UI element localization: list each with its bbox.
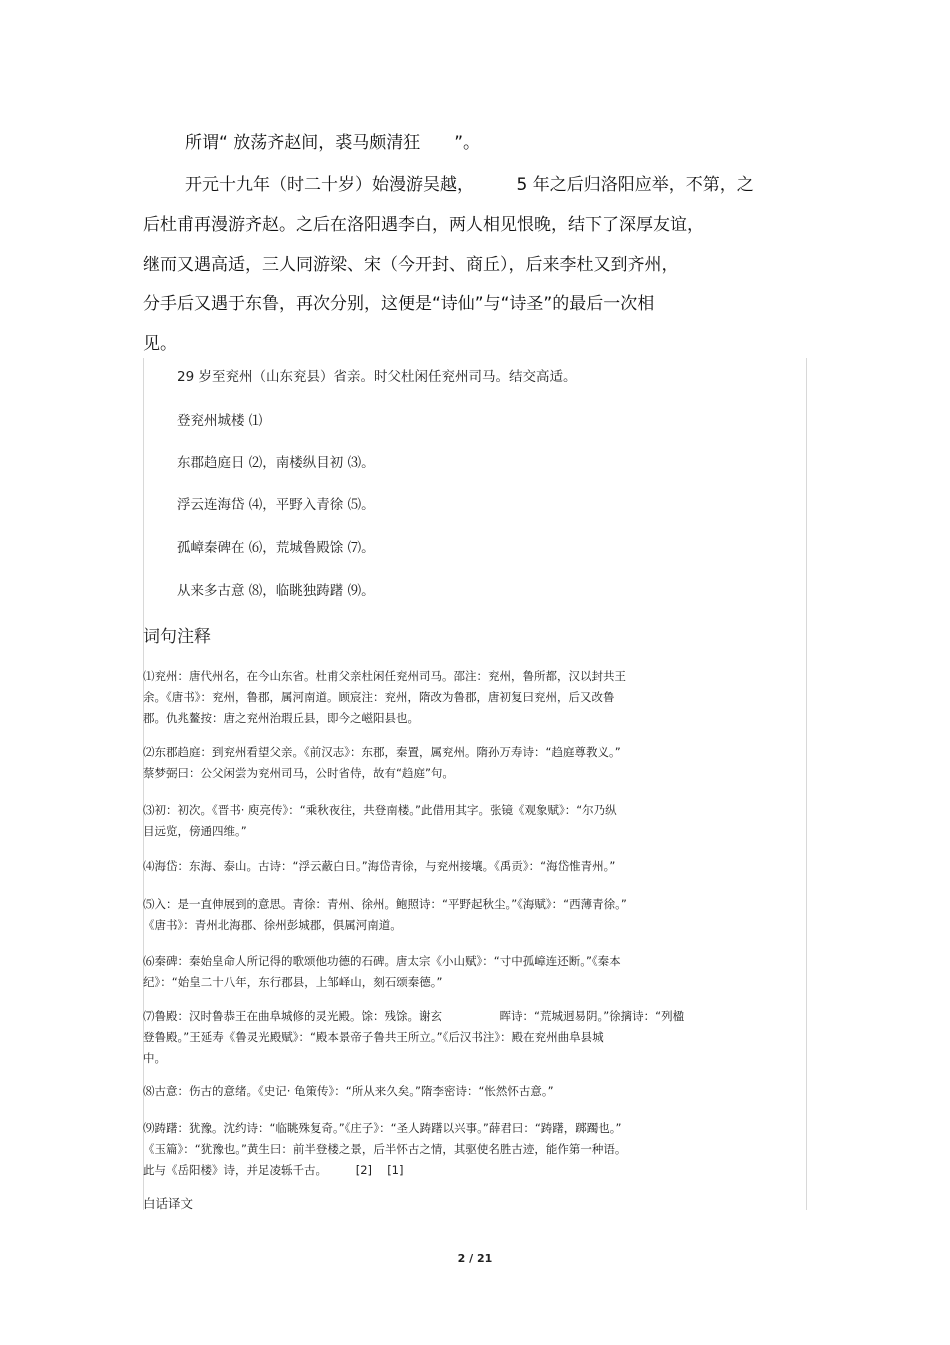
intro-line: 后杜甫再漫游齐赵。之后在洛阳遇李白，两人相见恨晚，结下了深厚友谊，	[143, 215, 704, 235]
poem-title: 登兖州城楼 ⑴	[177, 413, 263, 429]
note-line: 目远览，傍通四维。”	[143, 824, 247, 838]
note-line: 《玉篇》：“犹豫也。”黄生曰：前半登楼之景，后半怀古之情，其驱使名胜古迹，能作第一种语。	[143, 1142, 627, 1156]
note-line: 此与《岳阳楼》诗，并足凌轹千古。 [2] [1]	[143, 1163, 404, 1177]
frame-border-right	[806, 358, 807, 1210]
note-line: 登鲁殿。”王延寿《鲁灵光殿赋》：“殿本景帝子鲁共王所立。”《后汉书注》：殿在兖州曲阜县城	[143, 1030, 604, 1044]
poem-line: 东郡趋庭日 ⑵，南楼纵目初 ⑶。	[177, 455, 375, 471]
intro-line: 所谓“ 放荡齐赵间，裘马颇清狂 ”。	[185, 133, 481, 153]
intro-line: 继而又遇高适，三人同游梁、宋（今开封、商丘），后来李杜又到齐州，	[143, 255, 679, 275]
page-number: 2 / 21	[457, 1252, 493, 1265]
note-3	[143, 800, 617, 842]
note-7	[143, 1006, 684, 1069]
note-line: ⑶初：初次。《晋书· 庾亮传》：“乘秋夜往，共登南楼。”此借用其字。张镜《观象赋》：“尔乃纵	[143, 803, 617, 817]
note-line: 中。	[143, 1051, 166, 1065]
intro-line: 开元十九年（时二十岁）始漫游吴越， 5 年之后归洛阳应举，不第，之	[185, 175, 754, 195]
note-line: ⑺鲁殿：汉时鲁恭王在曲阜城修的灵光殿。馀：残馀。谢玄 晖诗：“荒城迥易阴。”徐摛诗：“列楹	[143, 1009, 685, 1023]
poem-context: 29 岁至兖州（山东兖县）省亲。时父杜闲任兖州司马。结交高适。	[177, 369, 577, 385]
note-line: ⑷海岱：东海、泰山。古诗：“浮云蔽白日。”海岱青徐，与兖州接壤。《禹贡》：“海岱惟青州。”	[143, 859, 616, 873]
note-line: 郡。仇兆鳌按：唐之兖州治瑕丘县，即今之嵫阳县也。	[143, 711, 419, 725]
poem-line: 浮云连海岱 ⑷，平野入青徐 ⑸。	[177, 497, 375, 513]
note-2	[143, 742, 621, 784]
note-8	[143, 1081, 554, 1102]
poem-line: 从来多古意 ⑻，临眺独踌躇 ⑼。	[177, 583, 375, 599]
note-line: ⑴兖州：唐代州名，在今山东省。杜甫父亲杜闲任兖州司马。邵注：兖州，鲁所都，汉以封共王	[143, 669, 626, 683]
note-5	[143, 894, 627, 936]
note-line: 纪》：“始皇二十八年，东行郡县，上邹峄山，刻石颂秦德。”	[143, 975, 443, 989]
note-line: 蔡梦弼曰：公父闲尝为兖州司马，公时省侍，故有“趋庭”句。	[143, 766, 454, 780]
note-9	[143, 1118, 626, 1181]
note-6	[143, 951, 621, 993]
note-line: ⑻古意：伤古的意绪。《史记· 龟策传》：“所从来久矣。”隋李密诗：“怅然怀古意。”	[143, 1084, 554, 1098]
poem-line: 孤嶂秦碑在 ⑹，荒城鲁殿馀 ⑺。	[177, 540, 375, 556]
note-line: ⑵东郡趋庭：到兖州看望父亲。《前汉志》：东郡，秦置，属兖州。隋孙万寿诗：“趋庭尊教义。”	[143, 745, 621, 759]
note-line: 《唐书》：青州北海郡、徐州彭城郡，俱属河南道。	[143, 918, 402, 932]
note-line: 余。《唐书》：兖州，鲁郡，属河南道。顾宸注：兖州，隋改为鲁郡，唐初复曰兖州，后又改鲁	[143, 690, 615, 704]
note-line: ⑼踌躇：犹豫。沈约诗：“临眺殊复奇。”《庄子》：“圣人踌躇以兴事。”薛君曰：“踌躇，踯躅也。”	[143, 1121, 622, 1135]
note-1	[143, 666, 626, 729]
notes-heading: 词句注释	[143, 627, 211, 647]
note-4	[143, 856, 615, 877]
intro-line: 见。	[143, 334, 177, 354]
note-line: ⑹秦碑：秦始皇命人所记得的歌颂他功德的石碑。唐太宗《小山赋》：“寸中孤嶂连还断。”《秦本	[143, 954, 621, 968]
intro-line: 分手后又遇于东鲁，再次分别，这便是“诗仙”与“诗圣”的最后一次相	[143, 294, 655, 314]
note-line: ⑸入：是一直伸展到的意思。青徐：青州、徐州。鲍照诗：“平野起秋尘。”《海赋》：“西薄青徐。”	[143, 897, 627, 911]
translation-label: 白话译文	[143, 1196, 194, 1211]
